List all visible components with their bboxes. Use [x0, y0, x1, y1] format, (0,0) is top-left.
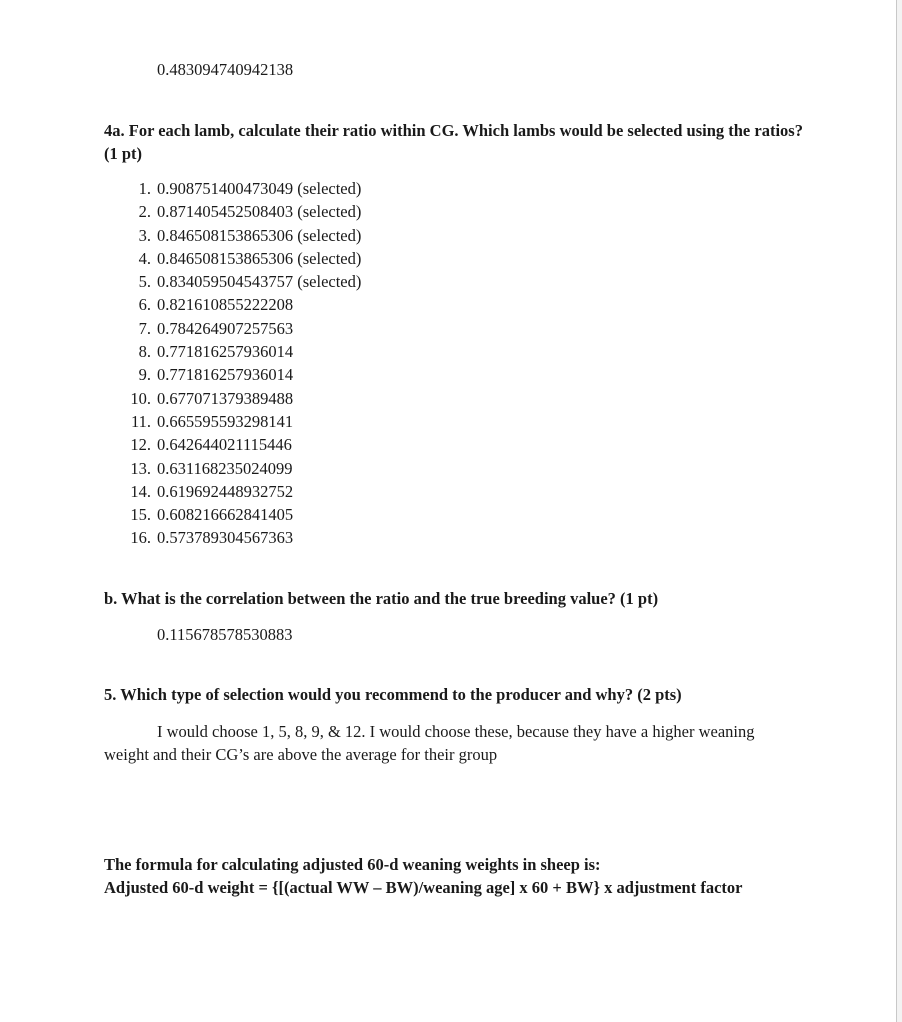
list-item [104, 317, 361, 340]
list-item-number: 2. [138, 202, 151, 222]
list-item [104, 340, 361, 363]
list-item [104, 224, 361, 247]
list-item-text: 0.834059504543757 (selected) [157, 272, 362, 292]
list-item-number: 4. [138, 248, 151, 268]
question-4b: b. What is the correlation between the ratio and the true breeding value? (1 pt) [104, 589, 659, 608]
formula-section [104, 853, 824, 899]
list-item [104, 480, 361, 503]
list-item [104, 293, 361, 316]
list-item [104, 526, 361, 549]
list-item-text: 0.821610855222208 [157, 295, 294, 315]
list-item-number: 15. [130, 505, 151, 525]
list-item-number: 9. [138, 365, 151, 385]
list-item-number: 12. [130, 435, 151, 455]
list-item-text: 0.846508153865306 (selected) [157, 248, 362, 268]
list-item [104, 410, 361, 433]
list-item [104, 177, 361, 200]
list-item-number: 3. [138, 225, 151, 245]
list-item [104, 200, 361, 223]
list-item-number: 10. [130, 388, 151, 408]
list-item [104, 247, 361, 270]
list-item-number: 6. [138, 295, 151, 315]
answer-4b: 0.115678578530883 [157, 625, 293, 644]
list-item-text: 0.908751400473049 (selected) [157, 179, 362, 198]
list-item-number: 14. [130, 481, 151, 501]
answer-5 [104, 720, 784, 766]
list-item [104, 433, 361, 456]
list-item-number: 7. [138, 318, 151, 338]
list-item-text: 0.677071379389488 [157, 388, 294, 408]
list-item-text: 0.665595593298141 [157, 411, 294, 431]
list-item-number: 1. [138, 179, 151, 198]
list-item-number: 8. [138, 342, 151, 362]
list-item [104, 270, 361, 293]
list-item-number: 16. [130, 528, 151, 548]
page-edge-shadow [897, 0, 902, 1022]
list-item-text: 0.771816257936014 [157, 365, 294, 385]
list-item-text: 0.771816257936014 [157, 342, 294, 362]
list-item-number: 11. [130, 411, 151, 431]
list-item-number: 13. [130, 458, 151, 478]
list-item-text: 0.619692448932752 [157, 481, 294, 501]
list-item-text: 0.608216662841405 [157, 505, 294, 525]
previous-answer-value: 0.483094740942138 [157, 60, 294, 79]
list-item [104, 503, 361, 526]
list-item-text: 0.846508153865306 (selected) [157, 225, 362, 245]
formula-intro: The formula for calculating adjusted 60-d weaning weights in sheep is: [104, 855, 601, 874]
question-5: 5. Which type of selection would you recommend to the producer and why? (2 pts) [104, 685, 682, 704]
list-item-text: 0.871405452508403 (selected) [157, 202, 362, 222]
list-item [104, 387, 361, 410]
list-item [104, 457, 361, 480]
answer-5-text: I would choose 1, 5, 8, 9, & 12. I would choose these, because they have a higher weaning weight and their CG’s are above the average for their group [104, 722, 755, 764]
ratio-list [104, 177, 361, 550]
question-4a: 4a. For each lamb, calculate their ratio within CG. Which lambs would be selected using the ratios? (1 pt) [104, 121, 803, 163]
list-item-text: 0.642644021115446 [157, 435, 292, 455]
list-item-text: 0.784264907257563 [157, 318, 294, 338]
list-item-text: 0.631168235024099 [157, 458, 293, 478]
formula-equation: Adjusted 60-d weight = {[(actual WW – BW)/weaning age] x 60 + BW} x adjustment factor [104, 878, 743, 897]
list-item-number: 5. [138, 272, 151, 292]
list-item [104, 363, 361, 386]
list-item-text: 0.573789304567363 [157, 528, 294, 548]
